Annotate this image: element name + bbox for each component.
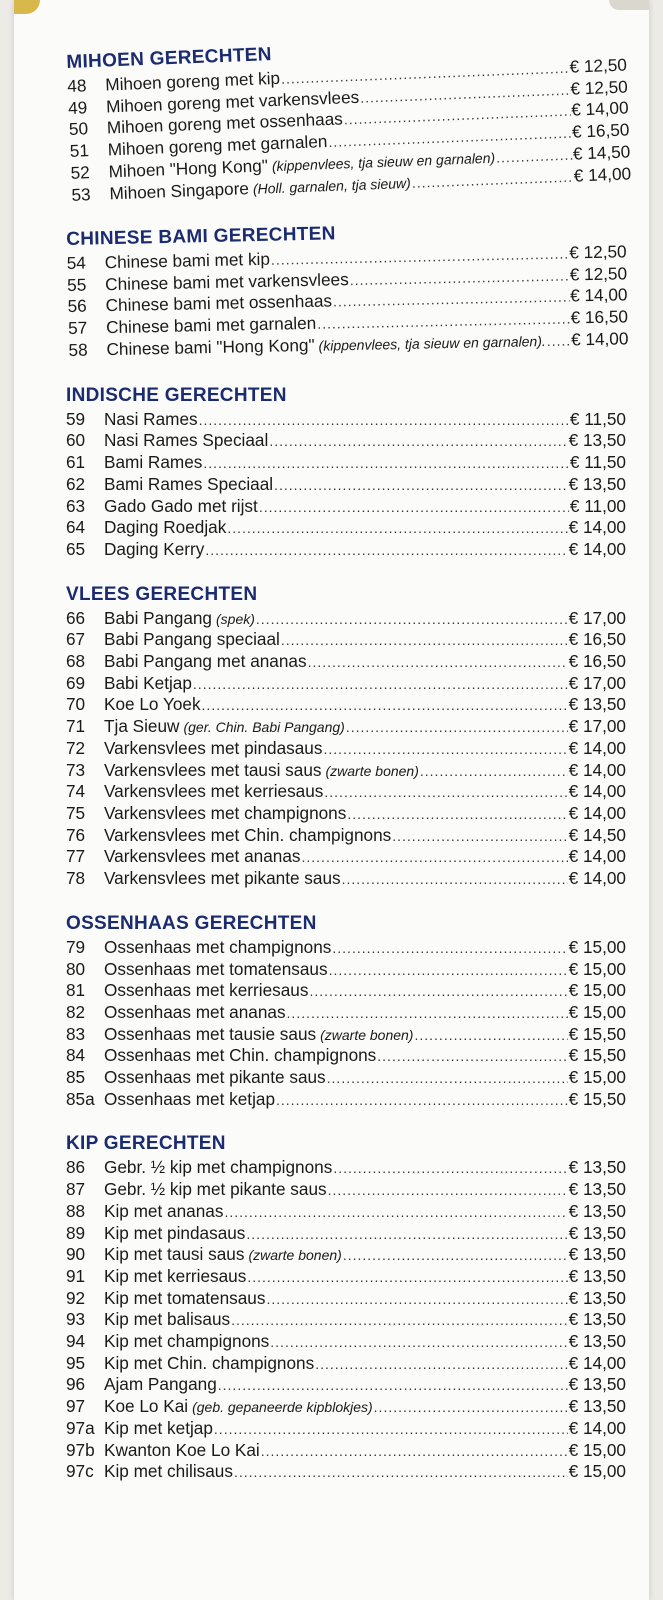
item-number: 91	[66, 1265, 86, 1286]
paper-edge-decoration	[609, 0, 649, 10]
item-price: € 14,00	[568, 868, 626, 889]
item-number: 77	[66, 846, 86, 867]
menu-item	[66, 1374, 626, 1396]
dot-leader	[392, 826, 567, 847]
menu-item	[66, 716, 626, 738]
item-name: Daging Roedjak	[104, 517, 227, 538]
dot-leader	[234, 1462, 568, 1483]
item-price: € 15,00	[568, 980, 626, 1001]
item-name: Babi Pangang speciaal	[104, 629, 280, 650]
item-name: Kip met pindasaus	[104, 1222, 246, 1243]
item-price: € 15,00	[568, 958, 626, 979]
item-price: € 16,50	[571, 119, 630, 142]
dot-leader	[328, 1180, 568, 1201]
menu-item	[66, 1045, 626, 1067]
item-number: 58	[68, 339, 88, 361]
item-number: 56	[67, 296, 87, 317]
dot-leader	[332, 938, 567, 959]
item-name: Ossenhaas met Chin. champignons	[104, 1045, 377, 1066]
menu-item	[66, 452, 626, 474]
item-number: 78	[66, 868, 86, 889]
item-price: € 14,50	[568, 824, 626, 845]
item-name: Ossenhaas met kerriesaus	[104, 980, 309, 1001]
dot-leader	[343, 1245, 568, 1266]
menu-item	[66, 517, 626, 539]
section-title: MIHOEN GERECHTEN	[66, 44, 273, 73]
item-price: € 13,50	[568, 1265, 626, 1286]
section-title: CHINESE BAMI GERECHTEN	[66, 223, 336, 251]
dot-leader	[205, 540, 567, 561]
item-number: 97b	[66, 1439, 95, 1460]
item-number: 62	[66, 473, 86, 494]
item-number: 60	[66, 430, 86, 451]
item-name: Mihoen Singapore	[109, 177, 250, 203]
item-price: € 13,50	[568, 1309, 626, 1330]
item-price: € 14,00	[568, 517, 626, 538]
item-name: Ossenhaas met pikante saus	[104, 1067, 326, 1088]
item-number: 85a	[66, 1088, 95, 1109]
item-price: € 14,00	[570, 97, 629, 121]
item-name: Varkensvlees met pikante saus	[104, 868, 341, 889]
item-note: (ger. Chin. Babi Pangang)	[183, 719, 345, 736]
dot-leader	[199, 410, 569, 431]
item-name: Mihoen "Hong Kong"	[108, 155, 269, 182]
menu-item	[66, 1024, 626, 1046]
item-name: Tja Sieuw	[104, 716, 180, 737]
item-name: Mihoen goreng met varkensvlees	[105, 86, 360, 117]
item-name: Kip met Chin. champignons	[104, 1352, 315, 1373]
dot-leader	[342, 869, 568, 890]
item-name: Kip met chilisaus	[104, 1461, 233, 1482]
menu-item	[66, 1089, 626, 1111]
item-price: € 15,00	[568, 1067, 626, 1088]
item-number: 94	[66, 1331, 86, 1352]
item-price: € 14,00	[568, 737, 626, 758]
item-number: 71	[66, 716, 86, 737]
item-price: € 14,00	[568, 1352, 626, 1373]
dot-leader	[347, 804, 567, 825]
item-number: 73	[66, 759, 86, 780]
item-number: 83	[66, 1023, 86, 1044]
item-number: 72	[66, 737, 86, 758]
item-price: € 13,50	[568, 473, 626, 494]
item-name: Gebr. ½ kip met pikante saus	[104, 1179, 327, 1200]
item-name: Ossenhaas met tausie saus	[104, 1023, 317, 1044]
menu-item	[66, 651, 626, 673]
item-name: Varkensvlees met kerriesaus	[104, 781, 324, 802]
item-name: Daging Kerry	[104, 538, 205, 559]
dot-leader	[202, 695, 568, 716]
menu-item	[66, 694, 626, 716]
item-price: € 15,50	[568, 1023, 626, 1044]
dot-leader	[261, 1441, 568, 1462]
dot-leader	[327, 1068, 568, 1089]
item-price: € 16,50	[568, 629, 626, 650]
menu-item	[66, 937, 626, 959]
item-price: € 17,00	[568, 716, 626, 737]
dot-leader	[333, 1158, 567, 1179]
item-price: € 13,50	[568, 1396, 626, 1417]
menu-item	[66, 980, 626, 1002]
item-number: 55	[66, 274, 87, 295]
item-number: 81	[66, 980, 86, 1001]
item-name: Ajam Pangang	[104, 1374, 217, 1395]
dot-leader	[259, 497, 569, 518]
item-note: (zwarte bonen)	[320, 1026, 414, 1043]
dot-leader	[266, 1289, 567, 1310]
section-title: OSSENHAAS GERECHTEN	[66, 912, 317, 934]
menu-item	[66, 1157, 626, 1179]
item-note: (spek)	[216, 610, 255, 627]
item-number: 74	[66, 781, 86, 802]
section-chinese-bami	[66, 217, 629, 361]
item-price: € 15,00	[568, 1461, 626, 1482]
item-number: 70	[66, 694, 86, 715]
item-name: Ossenhaas met ananas	[104, 1001, 286, 1022]
item-number: 93	[66, 1309, 86, 1330]
item-number: 97	[66, 1396, 86, 1417]
item-price: € 14,00	[569, 284, 628, 307]
item-name: Chinese bami met ossenhaas	[105, 291, 333, 316]
item-price: € 12,50	[570, 76, 629, 99]
menu-item	[66, 803, 626, 825]
item-price: € 14,00	[568, 846, 626, 867]
dot-leader	[329, 960, 568, 981]
item-note: (Holl. garnalen, tja sieuw)	[252, 174, 412, 197]
item-number: 59	[66, 408, 86, 429]
item-name: Koe Lo Yoek	[104, 694, 201, 715]
item-number: 65	[66, 538, 86, 559]
dot-leader	[270, 1332, 567, 1353]
dot-leader	[214, 1419, 568, 1440]
menu-item	[66, 496, 626, 518]
item-price: € 15,00	[568, 936, 626, 957]
item-number: 89	[66, 1222, 86, 1243]
dot-leader	[231, 1310, 568, 1331]
item-number: 97a	[66, 1417, 95, 1438]
menu-item	[66, 781, 626, 803]
item-number: 96	[66, 1374, 86, 1395]
item-name: Varkensvlees met Chin. champignons	[104, 824, 392, 845]
dot-leader	[323, 739, 567, 760]
item-name: Gebr. ½ kip met champignons	[104, 1157, 333, 1178]
menu-item	[66, 868, 626, 890]
item-name: Nasi Rames	[104, 408, 198, 429]
item-name: Kip met tausi saus	[104, 1244, 245, 1265]
item-price: € 13,50	[568, 430, 626, 451]
item-price: € 14,00	[568, 1417, 626, 1438]
item-price: € 14,00	[570, 328, 629, 350]
menu-item	[66, 608, 626, 630]
item-number: 82	[66, 1001, 86, 1022]
item-name: Babi Pangang met ananas	[104, 651, 307, 672]
item-name: Varkensvlees met tausi saus	[104, 759, 322, 780]
item-number: 95	[66, 1352, 86, 1373]
menu-item	[66, 760, 626, 782]
item-price: € 15,00	[568, 1439, 626, 1460]
item-name: Varkensvlees met ananas	[104, 846, 301, 867]
item-price: € 16,50	[568, 651, 626, 672]
menu-item	[66, 1244, 626, 1266]
item-number: 88	[66, 1200, 86, 1221]
menu-item	[66, 1201, 626, 1223]
item-price: € 14,00	[568, 802, 626, 823]
item-price: € 17,00	[568, 672, 626, 693]
item-number: 51	[69, 140, 90, 162]
item-number: 87	[66, 1179, 86, 1200]
dot-leader	[414, 1025, 567, 1046]
item-number: 67	[66, 629, 86, 650]
dot-leader	[227, 518, 567, 539]
section-mihoen	[66, 31, 632, 207]
section-title: KIP GERECHTEN	[66, 1133, 226, 1155]
item-name: Kwanton Koe Lo Kai	[104, 1439, 260, 1460]
item-price: € 13,50	[568, 1287, 626, 1308]
item-price: € 13,50	[568, 1157, 626, 1178]
item-name: Ossenhaas met tomatensaus	[104, 958, 328, 979]
menu-item	[66, 738, 626, 760]
item-name: Kip met balisaus	[104, 1309, 231, 1330]
dot-leader	[302, 847, 568, 868]
item-number: 52	[70, 161, 91, 183]
item-note: (zwarte bonen)	[325, 762, 419, 779]
dot-leader	[269, 431, 567, 452]
item-name: Bami Rames	[104, 452, 203, 473]
dot-leader	[218, 1375, 568, 1396]
item-name: Nasi Rames Speciaal	[104, 430, 269, 451]
item-name: Koe Lo Kai	[104, 1396, 189, 1417]
menu-item	[66, 629, 626, 651]
item-number: 90	[66, 1244, 86, 1265]
item-name: Chinese bami "Hong Kong"	[106, 334, 315, 360]
item-price: € 14,00	[568, 538, 626, 559]
item-price: € 14,00	[568, 781, 626, 802]
item-price: € 13,50	[568, 694, 626, 715]
item-number: 57	[67, 317, 88, 339]
menu-item	[66, 1067, 626, 1089]
menu-item	[66, 539, 626, 561]
item-number: 80	[66, 958, 86, 979]
item-name: Babi Pangang	[104, 607, 212, 628]
dot-leader	[547, 331, 571, 352]
item-name: Kip met champignons	[104, 1331, 270, 1352]
dot-leader	[276, 1090, 568, 1111]
dot-leader	[346, 717, 568, 738]
item-number: 50	[68, 118, 89, 140]
dot-leader	[193, 674, 568, 695]
item-name: Mihoen goreng met kip	[104, 67, 281, 95]
item-number: 61	[66, 452, 86, 473]
item-price: € 13,50	[568, 1179, 626, 1200]
dot-leader	[256, 609, 568, 630]
dot-leader	[224, 1202, 567, 1223]
item-note: (zwarte bonen)	[248, 1247, 342, 1264]
section-kip	[66, 1133, 626, 1483]
menu-item	[66, 1223, 626, 1245]
item-number: 69	[66, 672, 86, 693]
dot-leader	[324, 782, 567, 803]
item-price: € 17,00	[568, 607, 626, 628]
item-price: € 12,50	[569, 263, 628, 285]
item-number: 66	[66, 607, 86, 628]
item-name: Ossenhaas met ketjap	[104, 1088, 276, 1109]
item-name: Varkensvlees met champignons	[104, 802, 347, 823]
item-name: Chinese bami met garnalen	[105, 313, 317, 338]
item-price: € 14,00	[573, 162, 632, 186]
item-price: € 15,00	[568, 1001, 626, 1022]
menu-item	[66, 430, 626, 452]
item-price: € 16,50	[570, 306, 629, 328]
dot-leader	[308, 652, 568, 673]
menu-item	[66, 1309, 626, 1331]
item-price: € 14,50	[572, 141, 631, 164]
item-number: 86	[66, 1157, 86, 1178]
menu-item	[66, 474, 626, 496]
item-price: € 11,50	[569, 408, 626, 429]
menu-item	[66, 1440, 626, 1462]
item-price: € 13,50	[568, 1374, 626, 1395]
item-note: (kippenvlees, tja sieuw en garnalen).	[318, 333, 546, 354]
item-price: € 14,00	[568, 759, 626, 780]
menu-item	[66, 409, 626, 431]
dot-leader	[287, 1003, 568, 1024]
item-price: € 13,50	[568, 1200, 626, 1221]
section-indische	[66, 385, 626, 561]
item-number: 76	[66, 824, 86, 845]
menu-item	[66, 1179, 626, 1201]
item-number: 92	[66, 1287, 86, 1308]
item-number: 63	[66, 495, 86, 516]
dot-leader	[496, 144, 573, 168]
item-name: Babi Ketjap	[104, 672, 192, 693]
item-name: Mihoen goreng met garnalen	[107, 131, 328, 160]
item-number: 79	[66, 936, 86, 957]
item-price: € 15,50	[568, 1045, 626, 1066]
item-name: Kip met ketjap	[104, 1417, 213, 1438]
item-number: 53	[71, 183, 91, 205]
menu-page	[14, 0, 649, 1600]
item-number: 48	[66, 75, 87, 96]
item-price: € 11,50	[569, 452, 626, 473]
menu-item	[66, 1353, 626, 1375]
section-vlees	[66, 584, 626, 890]
item-price: € 13,50	[568, 1331, 626, 1352]
menu-item	[66, 1418, 626, 1440]
dot-leader	[309, 981, 567, 1002]
item-number: 49	[67, 96, 88, 118]
section-title: VLEES GERECHTEN	[66, 583, 258, 605]
dot-leader	[203, 453, 569, 474]
menu-item	[66, 673, 626, 695]
dot-leader	[315, 1354, 567, 1375]
menu-item	[66, 1266, 626, 1288]
item-number: 54	[66, 252, 87, 274]
item-name: Gado Gado met rijst	[104, 495, 258, 516]
item-name: Bami Rames Speciaal	[104, 473, 274, 494]
menu-list	[66, 44, 632, 1506]
item-number: 75	[66, 802, 86, 823]
dot-leader	[247, 1267, 567, 1288]
item-price: € 12,50	[569, 241, 627, 263]
item-price: € 13,50	[568, 1222, 626, 1243]
menu-item	[66, 1331, 626, 1353]
section-ossenhaas	[66, 913, 626, 1111]
item-name: Chinese bami met kip	[104, 248, 271, 273]
dot-leader	[246, 1224, 567, 1245]
item-name: Mihoen goreng met ossenhaas	[106, 108, 344, 138]
paper-corner-decoration	[14, 0, 40, 14]
item-number: 84	[66, 1045, 86, 1066]
item-name: Kip met kerriesaus	[104, 1265, 247, 1286]
item-number: 85	[66, 1067, 86, 1088]
section-title: INDISCHE GERECHTEN	[66, 384, 287, 406]
item-name: Ossenhaas met champignons	[104, 936, 332, 957]
menu-item	[66, 825, 626, 847]
item-name: Kip met ananas	[104, 1200, 224, 1221]
menu-item	[66, 1002, 626, 1024]
item-note: (kippenvlees, tja sieuw en garnalen)	[271, 149, 496, 174]
item-price: € 15,50	[568, 1088, 626, 1109]
item-price: € 13,50	[568, 1244, 626, 1265]
dot-leader	[281, 630, 568, 651]
item-price: € 11,00	[569, 495, 626, 516]
dot-leader	[374, 1397, 568, 1418]
menu-item	[66, 846, 626, 868]
item-price: € 12,50	[569, 54, 628, 77]
item-number: 97c	[66, 1461, 94, 1482]
item-name: Chinese bami met varkensvlees	[104, 269, 349, 295]
menu-item	[66, 959, 626, 981]
dot-leader	[420, 761, 568, 782]
dot-leader	[377, 1046, 567, 1067]
menu-item	[66, 1461, 626, 1483]
item-name: Kip met tomatensaus	[104, 1287, 266, 1308]
menu-item	[66, 1396, 626, 1418]
item-number: 64	[66, 517, 86, 538]
menu-item	[66, 1288, 626, 1310]
item-number: 68	[66, 651, 86, 672]
item-name: Varkensvlees met pindasaus	[104, 737, 323, 758]
item-note: (geb. gepaneerde kipblokjes)	[192, 1399, 373, 1416]
dot-leader	[274, 475, 568, 496]
